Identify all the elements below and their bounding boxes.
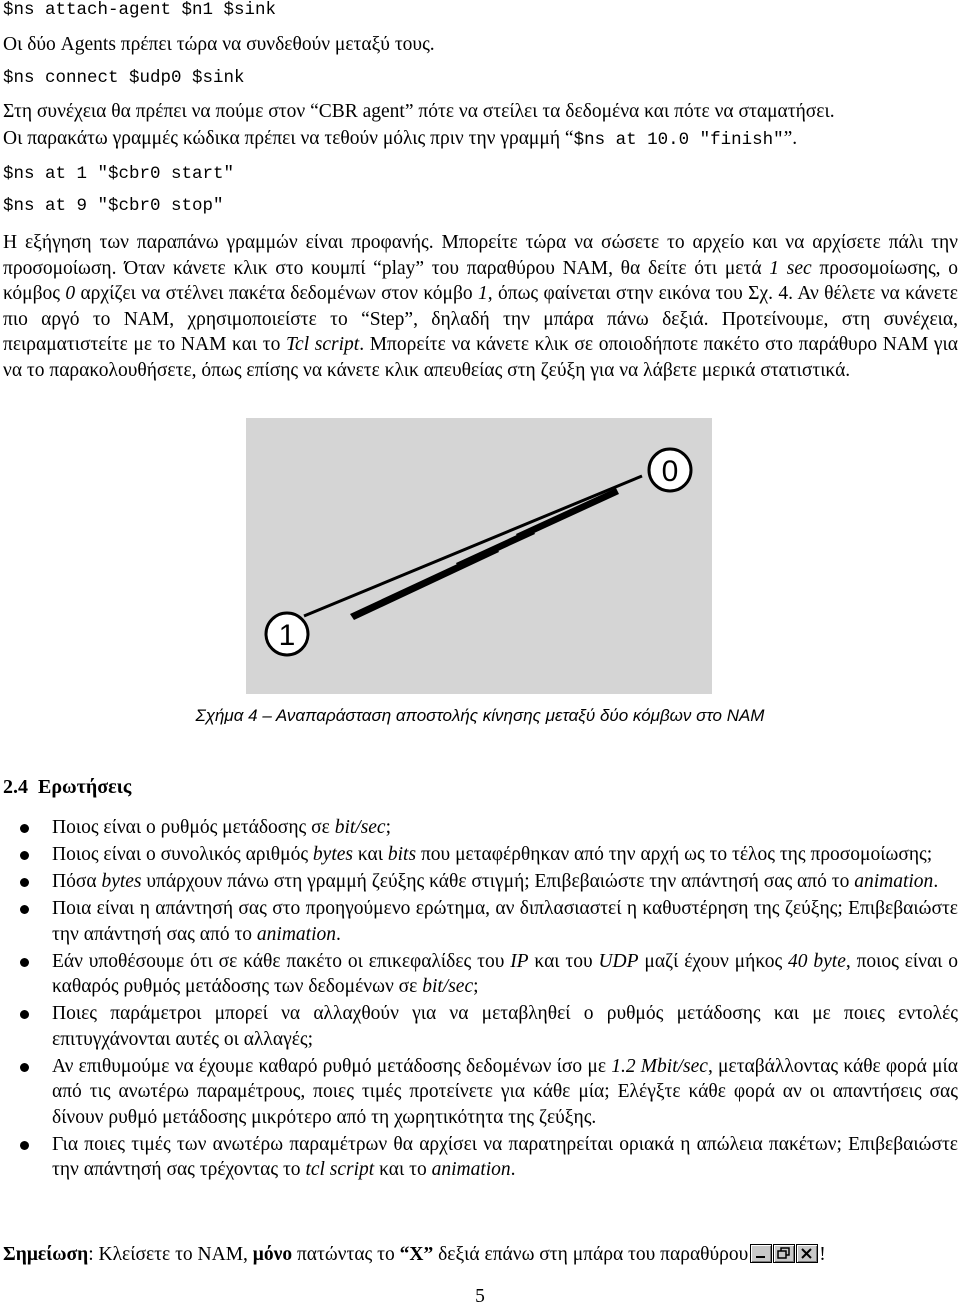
question-item: Ποιος είναι ο συνολικός αριθμός bytes και bits που μεταφέρθηκαν από την αρχή ως το τέλος της προσομοίωσης; bbox=[0, 842, 958, 868]
link-line bbox=[304, 476, 642, 616]
section-title: Ερωτήσεις bbox=[38, 776, 132, 798]
explanation-text-1: Η εξήγηση των παραπάνω γραμμών είναι προφανής. Μπορείτε τώρα να σώσετε το αρχείο και να αρχίσετε πάλι την προσομοίωση. Όταν κάνετε κλικ στο κουμπί “play” του παραθύρου ΝΑΜ, θα δείτε ότι μετά bbox=[3, 232, 958, 279]
note-label: Σημείωση bbox=[3, 1244, 89, 1265]
questions-list bbox=[0, 815, 958, 1184]
explanation-italic-1sec: 1 sec bbox=[769, 257, 812, 279]
bullet-icon bbox=[20, 851, 29, 860]
explanation-text-3: αρχίζει να στέλνει πακέτα δεδομένων στον κόμβο bbox=[75, 283, 478, 305]
explanation-paragraph bbox=[3, 230, 958, 384]
question-item: Πόσα bytes υπάρχουν πάνω στη γραμμή ζεύξης κάθε στιγμή; Επιβεβαιώστε την απάντησή σας από το animation. bbox=[0, 869, 958, 895]
note-line: Σημείωση: Κλείσετε το ΝΑΜ, μόνο πατώντας το “Χ” δεξιά επάνω στη μπάρα του παραθύρου ! bbox=[3, 1244, 826, 1268]
cbr-line2-pre: Οι παρακάτω γραμμές κώδικα πρέπει να τεθούν μόλις πριν την γραμμή “ bbox=[3, 128, 574, 149]
packet-3 bbox=[516, 488, 619, 540]
nam-link-diagram bbox=[246, 418, 712, 694]
question-item: Ποια είναι η απάντησή σας στο προηγούμενο ερώτημα, αν διπλασιαστεί η καθυστέρηση της ζεύξης; Επιβεβαιώστε την απάντησή σας από το animation. bbox=[0, 896, 958, 947]
cbr-instruction-line1: Στη συνέχεια θα πρέπει να πούμε στον “CBR agent” πότε να στείλει τα δεδομένα και πότε να σταματήσει. bbox=[3, 101, 835, 122]
bullet-icon bbox=[20, 958, 29, 967]
note-bold-only: μόνο bbox=[252, 1244, 293, 1265]
node-1-label: 1 bbox=[278, 619, 296, 652]
page-number: 5 bbox=[475, 1286, 485, 1307]
window-buttons-icon bbox=[750, 1244, 819, 1268]
node-0-label: 0 bbox=[661, 455, 679, 488]
restore-icon bbox=[773, 1244, 795, 1263]
cbr-line2-post: ”. bbox=[783, 128, 798, 149]
bullet-icon bbox=[20, 1141, 29, 1150]
bullet-icon bbox=[20, 1010, 29, 1019]
question-item: Για ποιες τιμές των ανωτέρω παραμέτρων θα αρχίσει να παρατηρείται οριακά η απώλεια πακέτων; Επιβεβαιώστε την απάντησή σας τρέχοντας το tcl script και το animation. bbox=[0, 1132, 958, 1183]
agents-connect-text: Οι δύο Agents πρέπει τώρα να συνδεθούν μεταξύ τους. bbox=[3, 34, 435, 55]
code-cbr-stop: $ns at 9 "$cbr0 stop" bbox=[3, 196, 224, 216]
explanation-text-4: όπως φαίνεται στην εικόνα του Σχ. 4. Αν θέλετε να κάνετε πιο αργό το ΝΑΜ, χρησιμοποιείστε το “Step”, δηλαδή την μπάρα πάνω δεξιά. Προτείνουμε, στη συνέχεια, πειραματιστείτε με το ΝΑΜ και το bbox=[3, 283, 958, 356]
explanation-text-5: . Μπορείτε να κάνετε κλικ σε οποιοδήποτε πακέτο στο παράθυρο ΝΑΜ για να το παρακολουθήσετε, όπως επίσης να κάνετε κλικ απευθείας στη ζεύξη για να λάβετε μερικά στατιστικά. bbox=[3, 334, 959, 381]
explanation-italic-tcl: Tcl script bbox=[286, 334, 360, 356]
question-item: Ποιος είναι ο ρυθμός μετάδοσης σε bit/sec; bbox=[0, 815, 958, 841]
bullet-icon bbox=[20, 1063, 29, 1072]
explanation-italic-node1: 1, bbox=[478, 283, 493, 305]
inline-code-finish: $ns at 10.0 "finish" bbox=[573, 130, 784, 150]
code-connect: $ns connect $udp0 $sink bbox=[3, 68, 245, 88]
code-cbr-start: $ns at 1 "$cbr0 start" bbox=[3, 164, 235, 184]
note-x: “Χ” bbox=[399, 1244, 434, 1265]
bullet-icon bbox=[20, 824, 29, 833]
question-item: Αν επιθυμούμε να έχουμε καθαρό ρυθμό μετάδοσης δεδομένων ίσο με 1.2 Mbit/sec, μεταβάλλοντας κάθε φορά μία από τις ανωτέρω παραμέτρους, ποιες τιμές προτείνετε για κάθε μία; Ελέγξτε κάθε φορά αν οι απαντήσεις σας δίνουν ρυθμό μετάδοσης μικρότερο από τη χωρητικότητα της ζεύξης. bbox=[0, 1054, 958, 1131]
question-item: Εάν υποθέσουμε ότι σε κάθε πακέτο οι επικεφαλίδες του IP και του UDP μαζί έχουν μήκος 40 byte, ποιος είναι ο καθαρός ρυθμός μετάδοσης των δεδομένων σε bit/sec; bbox=[0, 949, 958, 1000]
bullet-icon bbox=[20, 905, 29, 914]
section-heading bbox=[3, 776, 131, 799]
close-icon bbox=[796, 1244, 818, 1263]
explanation-text-2: προσομοίωσης, ο κόμβος bbox=[3, 257, 959, 305]
figure-caption: Σχήμα 4 – Αναπαράσταση αποστολής κίνησης μεταξύ δύο κόμβων στο ΝΑΜ bbox=[195, 706, 765, 725]
minimize-icon bbox=[750, 1244, 772, 1263]
cbr-instruction-line2 bbox=[3, 128, 797, 150]
section-number: 2.4 bbox=[3, 776, 28, 798]
nam-figure bbox=[246, 418, 712, 694]
bullet-icon bbox=[20, 878, 29, 887]
code-attach-agent: $ns attach-agent $n1 $sink bbox=[3, 0, 277, 20]
question-item: Ποιες παράμετροι μπορεί να αλλαχθούν για να μεταβληθεί ο ρυθμός μετάδοσης και με ποιες εντολές επιτυγχάνονται αυτές οι αλλαγές; bbox=[0, 1001, 958, 1052]
explanation-italic-node0: 0 bbox=[65, 283, 76, 305]
